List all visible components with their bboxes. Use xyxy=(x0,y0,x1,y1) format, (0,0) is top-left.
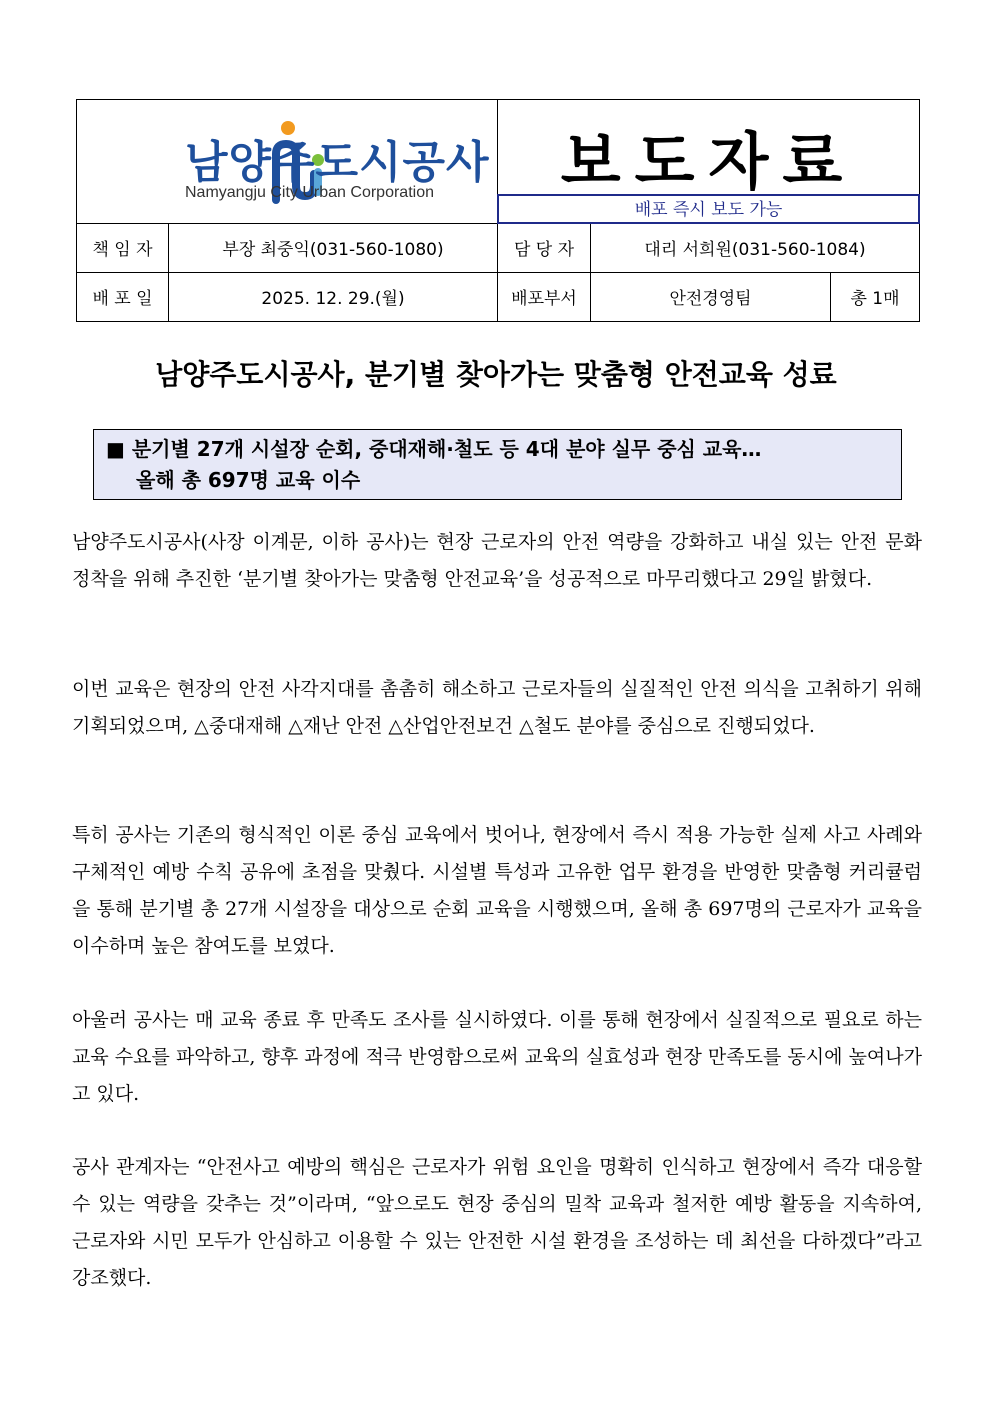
company-logo xyxy=(105,116,505,210)
page-count: 총 1매 xyxy=(831,272,920,321)
body-paragraph-5: 공사 관계자는 “안전사고 예방의 핵심은 근로자가 위험 요인을 명확히 인식하고 현장에서 즉각 대응할 수 있는 역량을 갖추는 것”이라며, “앞으로도 현장 중심의 밀착 교육과 철저한 예방 활동을 지속하여, 근로자와 시민 모두가 안심하고 이용할 수 있는 안전한 시설 환경을 조성하는 데 최선을 다하겠다”라고 강조했다. xyxy=(72,1156,922,1289)
contact-value: 대리 서희원(031-560-1084) xyxy=(591,223,920,272)
summary-line-1: ■ 분기별 27개 시설장 순회, 중대재해·철도 등 4대 분야 실무 중심 교육… xyxy=(106,437,762,461)
logo-name-korean: 남양주도시공사 xyxy=(185,137,490,188)
responsible-label: 책 임 자 xyxy=(77,223,169,272)
body-paragraph-3: 특히 공사는 기존의 형식적인 이론 중심 교육에서 벗어나, 현장에서 즉시 적용 가능한 실제 사고 사례와 구체적인 예방 수칙 공유에 초점을 맞췄다. 시설별 특성과 고유한 업무 환경을 반영한 맞춤형 커리큘럼을 통해 분기별 총 27개 시설장을 대상으로 순회 교육을 시행했으며, 올해 총 697명의 근로자가 교육을 이수하며 높은 참여도를 보였다. xyxy=(72,824,922,957)
press-release-cell xyxy=(498,100,920,224)
contact-label: 담 당 자 xyxy=(498,223,591,272)
date-label: 배 포 일 xyxy=(77,272,169,321)
body-paragraph-1: 남양주도시공사(사장 이계문, 이하 공사)는 현장 근로자의 안전 역량을 강화하고 내실 있는 안전 문화 정착을 위해 추진한 ‘분기별 찾아가는 맞춤형 안전교육’을 성공적으로 마무리했다고 29일 밝혔다. xyxy=(72,531,922,590)
summary-line-2: 올해 총 697명 교육 이수 xyxy=(136,468,361,492)
summary-box xyxy=(93,429,902,500)
body-paragraph-4: 아울러 공사는 매 교육 종료 후 만족도 조사를 실시하였다. 이를 통해 현장에서 실질적으로 필요로 하는 교육 수요를 파악하고, 향후 과정에 적극 반영함으로써 교육의 실효성과 현장 만족도를 동시에 높여나가고 있다. xyxy=(72,1009,922,1105)
date-value: 2025. 12. 29.(월) xyxy=(169,272,498,321)
header-table xyxy=(76,99,920,322)
release-note: 배포 즉시 보도 가능 xyxy=(497,194,920,224)
press-release-title: 보도자료 xyxy=(560,125,857,199)
dept-label: 배포부서 xyxy=(498,272,591,321)
headline: 남양주도시공사, 분기별 찾아가는 맞춤형 안전교육 성료 xyxy=(155,358,837,391)
body-paragraph-2: 이번 교육은 현장의 안전 사각지대를 촘촘히 해소하고 근로자들의 실질적인 안전 의식을 고취하기 위해 기획되었으며, △중대재해 △재난 안전 △산업안전보건 △철도 분야를 중심으로 진행되었다. xyxy=(72,678,922,737)
logo-name-english: Namyangju City Urban Corporation xyxy=(185,184,434,201)
dept-value: 안전경영팀 xyxy=(591,272,831,321)
logo-cell xyxy=(77,100,498,224)
responsible-value: 부장 최중익(031-560-1080) xyxy=(169,223,498,272)
